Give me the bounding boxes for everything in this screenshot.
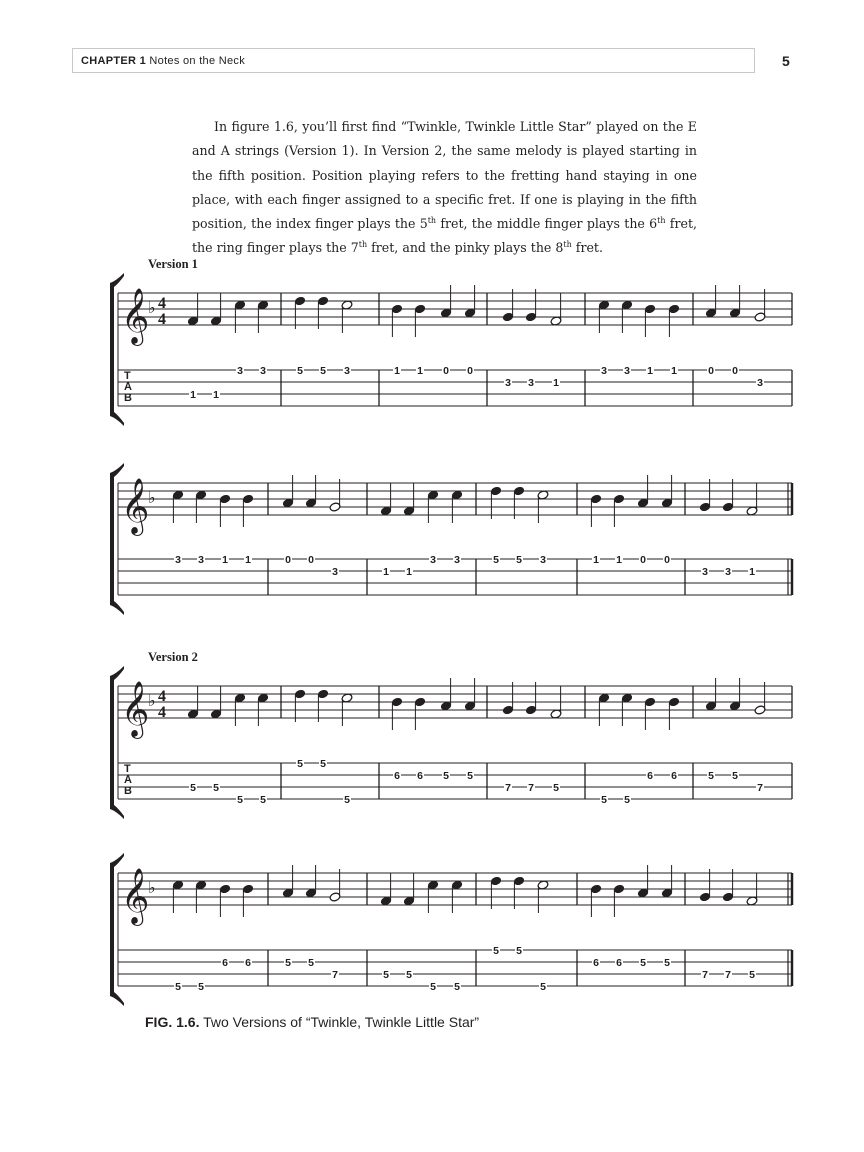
tab-fret-number: 1 (406, 566, 412, 578)
tab-fret-number: 5 (708, 770, 714, 782)
note (699, 869, 711, 902)
note (380, 873, 392, 906)
tab-fret-number: 3 (198, 554, 204, 566)
tab-fret-number: 5 (308, 957, 314, 969)
tab-fret-number: 1 (417, 365, 423, 377)
tab-fret-number: 5 (213, 782, 219, 794)
note (722, 479, 734, 512)
note (195, 880, 207, 913)
note (464, 285, 476, 318)
tab-fret-number: 7 (757, 782, 763, 794)
tab-fret-number: 3 (430, 554, 436, 566)
note (234, 300, 246, 333)
note (590, 494, 602, 527)
tab-fret-number: 3 (540, 554, 546, 566)
note (661, 475, 673, 508)
tab-fret-number: 5 (516, 945, 522, 957)
chapter-label: CHAPTER 1 (81, 55, 147, 67)
note (537, 880, 549, 913)
tab-fret-number: 5 (190, 782, 196, 794)
figure-caption-text: Two Versions of “Twinkle, Twinkle Little Star” (199, 1014, 480, 1030)
tab-staff (118, 554, 792, 595)
tab-clef-letter: T (124, 370, 131, 382)
note (187, 686, 199, 719)
notation-staff (118, 865, 792, 926)
note (598, 693, 610, 726)
note (257, 300, 269, 333)
tab-fret-number: 5 (454, 981, 460, 993)
tab-clef-letter: T (124, 763, 131, 775)
tab-fret-number: 3 (260, 365, 266, 377)
note (305, 475, 317, 508)
note (613, 494, 625, 527)
note (722, 869, 734, 902)
note (502, 289, 514, 322)
tab-fret-number: 5 (383, 969, 389, 981)
note (537, 490, 549, 523)
tab-fret-number: 5 (493, 554, 499, 566)
note (490, 876, 502, 909)
tab-clef-letter: A (124, 774, 132, 786)
tab-fret-number: 5 (175, 981, 181, 993)
note (550, 293, 562, 326)
tab-fret-number: 5 (553, 782, 559, 794)
note (644, 697, 656, 730)
note (729, 285, 741, 318)
note (329, 869, 341, 902)
tab-clef-letter: B (124, 392, 132, 404)
version-2-label: Version 2 (148, 650, 198, 664)
notation-staff (118, 285, 792, 346)
note (661, 865, 673, 898)
note (451, 880, 463, 913)
tab-fret-number: 5 (493, 945, 499, 957)
flat-key-signature-icon: ♭ (148, 488, 156, 507)
note (451, 490, 463, 523)
tab-fret-number: 0 (732, 365, 738, 377)
tab-fret-number: 3 (237, 365, 243, 377)
note (195, 490, 207, 523)
flat-key-signature-icon: ♭ (148, 691, 156, 710)
tab-fret-number: 7 (528, 782, 534, 794)
note (550, 686, 562, 719)
tab-fret-number: 5 (285, 957, 291, 969)
tab-fret-number: 3 (624, 365, 630, 377)
note (172, 880, 184, 913)
flat-key-signature-icon: ♭ (148, 878, 156, 897)
tab-staff (118, 365, 792, 406)
tab-fret-number: 5 (601, 794, 607, 806)
note (187, 293, 199, 326)
note (403, 483, 415, 516)
time-signature-bottom: 4 (158, 311, 166, 328)
note (317, 296, 329, 329)
tab-fret-number: 5 (406, 969, 412, 981)
notation-staff (118, 678, 792, 739)
tab-fret-number: 5 (320, 365, 326, 377)
note (699, 479, 711, 512)
tab-fret-number: 1 (213, 389, 219, 401)
treble-clef-icon: 𝄞 (121, 478, 150, 534)
note (502, 682, 514, 715)
tab-staff (118, 945, 792, 993)
note (403, 873, 415, 906)
tab-fret-number: 1 (245, 554, 251, 566)
note (525, 682, 537, 715)
note (513, 876, 525, 909)
note (242, 884, 254, 917)
note (490, 486, 502, 519)
note (513, 486, 525, 519)
note (305, 865, 317, 898)
treble-clef-icon: 𝄞 (121, 868, 150, 924)
tab-fret-number: 5 (297, 365, 303, 377)
tab-fret-number: 0 (467, 365, 473, 377)
tab-fret-number: 7 (725, 969, 731, 981)
tab-staff (118, 758, 792, 806)
note (242, 494, 254, 527)
note (613, 884, 625, 917)
note (644, 304, 656, 337)
note (590, 884, 602, 917)
note (427, 490, 439, 523)
note (440, 285, 452, 318)
note (754, 289, 766, 322)
body-paragraph: In figure 1.6, you’ll first find “Twinkle, Twinkle Little Star” played on the E and A strings (Version 1). In Version 2, the same melody is played starting in the fifth position. Position playing refers to the fretting hand staying in one place, with each finger assigned to a specific fret. If one is playing in the fifth position, the index finger plays the 5th fret, the middle finger plays the 6th fret, the ring finger plays the 7th fret, and the pinky plays the 8th fret. (192, 119, 698, 256)
note (210, 686, 222, 719)
tab-fret-number: 1 (190, 389, 196, 401)
figure-number: FIG. 1.6. (145, 1014, 200, 1030)
tab-fret-number: 1 (616, 554, 622, 566)
note (621, 300, 633, 333)
note (257, 693, 269, 726)
system-v2-line2 (110, 853, 792, 1006)
note (440, 678, 452, 711)
note (234, 693, 246, 726)
note (464, 678, 476, 711)
chapter-title: Notes on the Neck (149, 55, 245, 67)
tab-fret-number: 5 (430, 981, 436, 993)
note (391, 304, 403, 337)
note (294, 689, 306, 722)
tab-fret-number: 7 (505, 782, 511, 794)
note (427, 880, 439, 913)
note (637, 865, 649, 898)
tab-fret-number: 5 (443, 770, 449, 782)
note (668, 697, 680, 730)
tab-fret-number: 6 (671, 770, 677, 782)
tab-fret-number: 6 (394, 770, 400, 782)
time-signature-bottom: 4 (158, 704, 166, 721)
tab-fret-number: 6 (245, 957, 251, 969)
note (705, 678, 717, 711)
tab-clef-letter: B (124, 785, 132, 797)
tab-fret-number: 0 (664, 554, 670, 566)
page-number: 5 (782, 53, 790, 69)
tab-fret-number: 6 (647, 770, 653, 782)
treble-clef-icon: 𝄞 (121, 681, 150, 737)
tab-fret-number: 1 (383, 566, 389, 578)
tab-fret-number: 5 (237, 794, 243, 806)
tab-fret-number: 0 (708, 365, 714, 377)
system-v1-line1 (110, 273, 792, 426)
note (219, 884, 231, 917)
tab-fret-number: 3 (344, 365, 350, 377)
tab-fret-number: 5 (624, 794, 630, 806)
tab-fret-number: 3 (505, 377, 511, 389)
note (341, 300, 353, 333)
tab-fret-number: 5 (260, 794, 266, 806)
tab-fret-number: 0 (640, 554, 646, 566)
tab-fret-number: 1 (749, 566, 755, 578)
tab-fret-number: 6 (616, 957, 622, 969)
tab-fret-number: 5 (344, 794, 350, 806)
tab-fret-number: 1 (593, 554, 599, 566)
tab-fret-number: 5 (516, 554, 522, 566)
tab-fret-number: 5 (320, 758, 326, 770)
note (705, 285, 717, 318)
note (525, 289, 537, 322)
tab-fret-number: 5 (297, 758, 303, 770)
tab-fret-number: 1 (222, 554, 228, 566)
tab-fret-number: 3 (702, 566, 708, 578)
note (414, 304, 426, 337)
tab-fret-number: 5 (467, 770, 473, 782)
version-1-label: Version 1 (148, 257, 198, 271)
tab-fret-number: 5 (198, 981, 204, 993)
note (341, 693, 353, 726)
note (746, 483, 758, 516)
note (380, 483, 392, 516)
tab-clef-letter: A (124, 381, 132, 393)
flat-key-signature-icon: ♭ (148, 298, 156, 317)
note (598, 300, 610, 333)
note (282, 865, 294, 898)
tab-fret-number: 1 (671, 365, 677, 377)
note (637, 475, 649, 508)
note (219, 494, 231, 527)
tab-fret-number: 3 (601, 365, 607, 377)
notation-staff (118, 475, 792, 536)
tab-fret-number: 0 (308, 554, 314, 566)
note (210, 293, 222, 326)
note (329, 479, 341, 512)
tab-fret-number: 7 (332, 969, 338, 981)
note (391, 697, 403, 730)
note (317, 689, 329, 722)
tab-fret-number: 5 (664, 957, 670, 969)
system-v2-line1 (110, 666, 792, 819)
tab-fret-number: 5 (540, 981, 546, 993)
tab-fret-number: 5 (640, 957, 646, 969)
note (172, 490, 184, 523)
time-signature-top: 4 (158, 688, 166, 705)
tab-fret-number: 5 (749, 969, 755, 981)
tab-fret-number: 0 (443, 365, 449, 377)
note (746, 873, 758, 906)
note (668, 304, 680, 337)
tab-fret-number: 7 (702, 969, 708, 981)
tab-fret-number: 0 (285, 554, 291, 566)
tab-fret-number: 3 (528, 377, 534, 389)
tab-fret-number: 1 (647, 365, 653, 377)
treble-clef-icon: 𝄞 (121, 288, 150, 344)
tab-fret-number: 3 (332, 566, 338, 578)
tab-fret-number: 6 (593, 957, 599, 969)
system-v1-line2 (110, 463, 792, 615)
tab-fret-number: 3 (175, 554, 181, 566)
tab-fret-number: 1 (553, 377, 559, 389)
tab-fret-number: 3 (454, 554, 460, 566)
tab-fret-number: 3 (725, 566, 731, 578)
note (294, 296, 306, 329)
note (414, 697, 426, 730)
tab-fret-number: 5 (732, 770, 738, 782)
note (729, 678, 741, 711)
tab-fret-number: 3 (757, 377, 763, 389)
figure-caption (145, 1014, 479, 1030)
tab-fret-number: 1 (394, 365, 400, 377)
tab-fret-number: 6 (417, 770, 423, 782)
note (754, 682, 766, 715)
tab-fret-number: 6 (222, 957, 228, 969)
note (621, 693, 633, 726)
note (282, 475, 294, 508)
time-signature-top: 4 (158, 295, 166, 312)
